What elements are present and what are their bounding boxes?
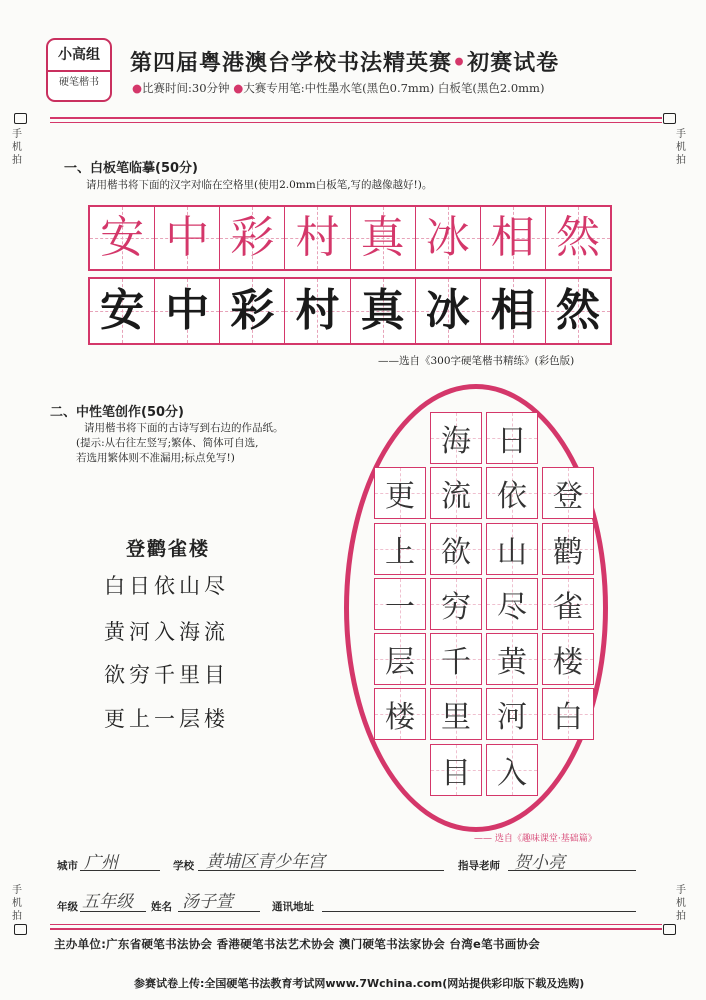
camera-icon <box>14 113 27 124</box>
writing-grid-cell: 登 <box>542 467 594 519</box>
copy-cell: 冰 <box>416 279 481 343</box>
poem-line: 欲穷千里目 <box>104 663 229 687</box>
copy-cell: 相 <box>481 279 546 343</box>
grade-label: 年级 <box>57 901 78 913</box>
writing-grid-cell: 里 <box>430 688 482 740</box>
writing-grid-cell: 鹳 <box>542 523 594 575</box>
camera-icon <box>663 113 676 124</box>
writing-grid-cell: 日 <box>486 412 538 464</box>
poem-line: 黄河入海流 <box>104 620 229 644</box>
writing-grid-cell: 黄 <box>486 633 538 685</box>
writing-grid-cell: 入 <box>486 744 538 796</box>
writing-grid-cell: 一 <box>374 578 426 630</box>
city-label: 城市 <box>57 860 78 872</box>
teacher-value[interactable]: 贺小亮 <box>514 853 565 873</box>
section2-instruction-2: (提示:从右往左竖写;繁体、简体可自选, <box>76 437 259 449</box>
writing-grid-cell: 尽 <box>486 578 538 630</box>
model-cell: 彩 <box>220 207 285 269</box>
page-title <box>130 46 559 77</box>
model-cell: 中 <box>155 207 220 269</box>
side-note-left-top: 手 机 拍 <box>12 129 22 166</box>
model-cell: 冰 <box>416 207 481 269</box>
writing-grid-cell: 依 <box>486 467 538 519</box>
group-badge <box>46 38 112 102</box>
name-line <box>178 911 260 912</box>
poem-line: 更上一层楼 <box>104 707 229 731</box>
writing-grid-cell: 楼 <box>542 633 594 685</box>
top-rule <box>50 117 662 119</box>
section1-instruction: 请用楷书将下面的汉字对临在空格里(使用2.0mm白板笔,写的越像越好!)。 <box>86 179 433 191</box>
writing-grid-cell: 白 <box>542 688 594 740</box>
model-cell: 相 <box>481 207 546 269</box>
section2-instruction-1: 请用楷书将下面的古诗写到右边的作品纸。 <box>84 422 284 434</box>
grade-value[interactable]: 五年级 <box>82 892 133 912</box>
badge-group-label: 小高组 <box>48 40 110 72</box>
copy-cell: 真 <box>351 279 416 343</box>
copy-character-row <box>88 277 612 345</box>
poem-line: 白日依山尽 <box>104 574 229 598</box>
title-dot: • <box>452 50 468 76</box>
model-cell: 安 <box>90 207 155 269</box>
school-line <box>198 870 444 871</box>
name-value[interactable]: 汤子萱 <box>182 892 233 912</box>
title-main: 第四届粤港澳台学校书法精英赛 <box>130 50 453 76</box>
school-label: 学校 <box>173 860 194 872</box>
model-cell: 村 <box>285 207 350 269</box>
side-note-right-bottom: 手 机 拍 <box>676 885 686 922</box>
title-suffix: 初赛试卷 <box>467 50 560 76</box>
copy-cell: 村 <box>285 279 350 343</box>
writing-grid-cell: 雀 <box>542 578 594 630</box>
writing-grid-cell: 海 <box>430 412 482 464</box>
copy-cell: 安 <box>90 279 155 343</box>
address-line <box>322 911 636 912</box>
model-character-row <box>88 205 612 271</box>
exam-pen: 大赛专用笔:中性墨水笔(黑色0.7mm) 白板笔(黑色2.0mm) <box>243 81 545 95</box>
name-label: 姓名 <box>151 901 172 913</box>
bullet-icon: ● <box>233 81 244 95</box>
writing-grid-cell: 层 <box>374 633 426 685</box>
organizers: 主办单位:广东省硬笔书法协会 香港硬笔书法艺术协会 澳门硬笔书法家协会 台湾e笔书画协会 <box>54 937 541 951</box>
side-note-right-top: 手 机 拍 <box>676 129 686 166</box>
side-note-left-bottom: 手 机 拍 <box>12 885 22 922</box>
city-value[interactable]: 广州 <box>84 853 118 873</box>
top-rule-thin <box>50 122 662 123</box>
writing-grid-cell: 更 <box>374 467 426 519</box>
writing-grid-cell: 欲 <box>430 523 482 575</box>
writing-grid-cell: 山 <box>486 523 538 575</box>
camera-icon <box>663 924 676 935</box>
badge-style-label: 硬笔楷书 <box>59 77 99 88</box>
section1-source: ——选自《300字硬笔楷书精练》(彩色版) <box>378 355 575 367</box>
exam-info <box>132 80 544 96</box>
writing-grid-cell: 千 <box>430 633 482 685</box>
writing-grid-cell: 目 <box>430 744 482 796</box>
section1-title: 一、白板笔临摹(50分) <box>64 161 198 176</box>
exam-time: 比赛时间:30分钟 <box>142 81 230 95</box>
bottom-rule <box>50 928 662 930</box>
grid-source: —— 选自《趣味课堂·基础篇》 <box>474 834 597 844</box>
teacher-label: 指导老师 <box>458 860 500 872</box>
section2-title: 二、中性笔创作(50分) <box>50 405 184 420</box>
copy-cell: 然 <box>546 279 610 343</box>
copy-cell: 彩 <box>220 279 285 343</box>
copy-cell: 中 <box>155 279 220 343</box>
poem-title: 登鹳雀楼 <box>126 538 211 560</box>
section2-instruction-3: 若选用繁体则不准漏用;标点免写!) <box>76 452 235 464</box>
address-label: 通讯地址 <box>272 901 314 913</box>
writing-grid-cell: 上 <box>374 523 426 575</box>
school-value[interactable]: 黄埔区青少年宫 <box>206 852 325 872</box>
camera-icon <box>14 924 27 935</box>
model-cell: 真 <box>351 207 416 269</box>
bottom-rule-thin <box>50 924 662 925</box>
teacher-line <box>508 870 636 871</box>
bullet-icon: ● <box>132 81 143 95</box>
writing-grid-cell: 河 <box>486 688 538 740</box>
city-line <box>80 870 160 871</box>
writing-grid-cell: 流 <box>430 467 482 519</box>
upload-note: 参赛试卷上传:全国硬笔书法教育考试网www.7Wchina.com(网站提供彩印版下载及选购) <box>134 977 585 990</box>
writing-grid-cell: 穷 <box>430 578 482 630</box>
writing-grid-cell: 楼 <box>374 688 426 740</box>
model-cell: 然 <box>546 207 610 269</box>
grade-line <box>80 911 146 912</box>
